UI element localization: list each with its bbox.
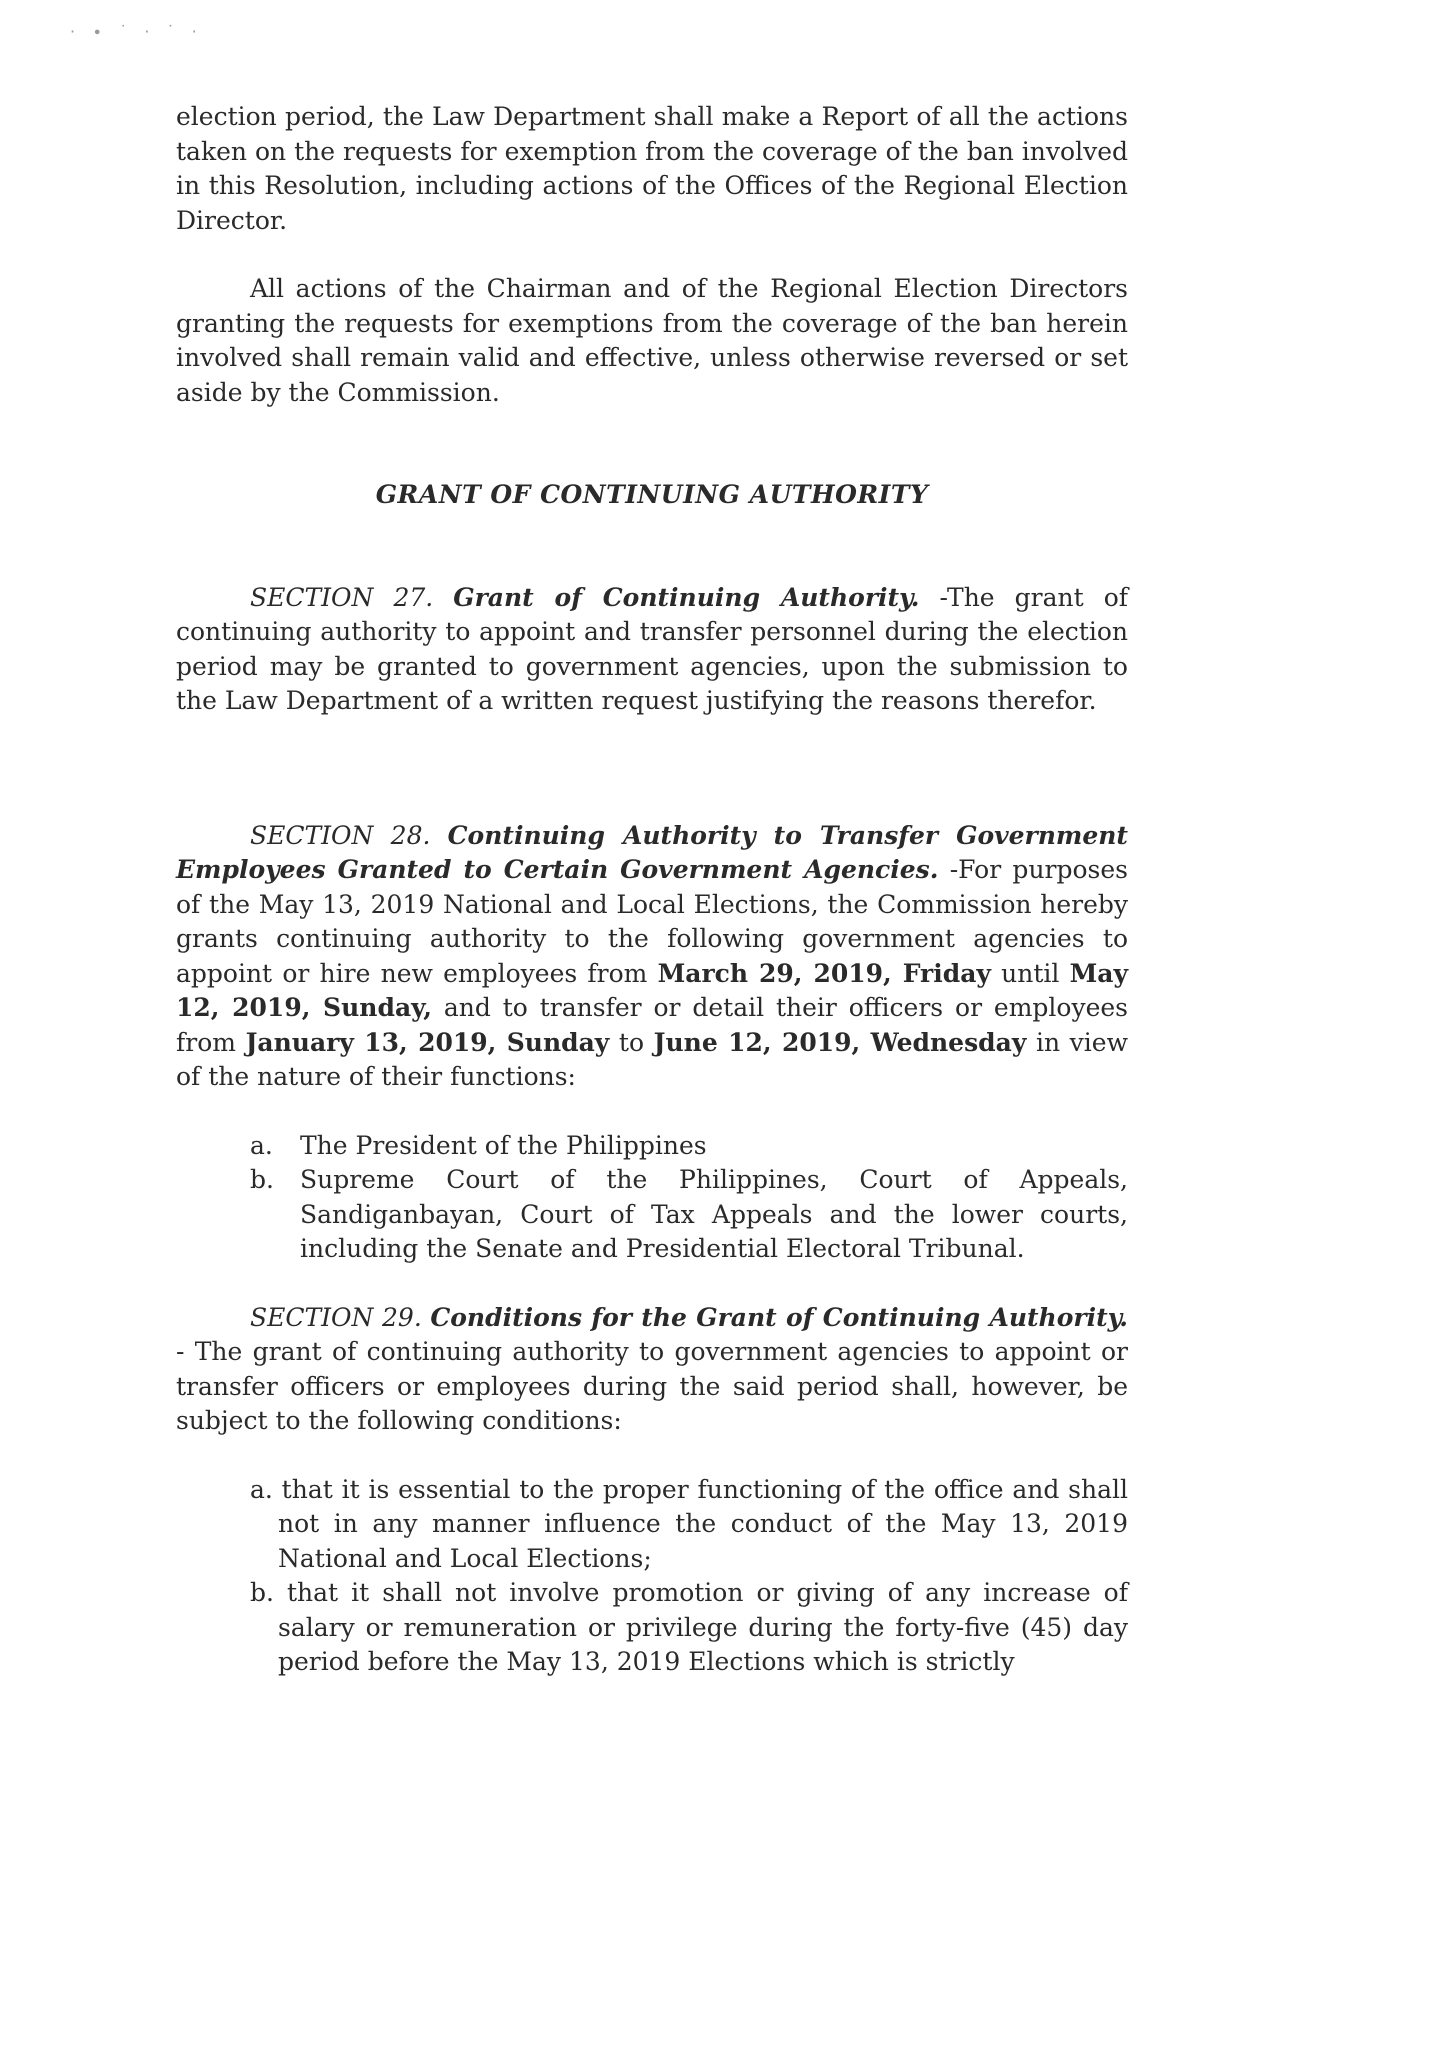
section-28-body-3: and to transfer or detail their officers or employees from [176, 993, 1128, 1057]
section-27 [176, 581, 1128, 719]
list-marker: b. [250, 1165, 274, 1194]
section-27-title: Grant of Continuing Authority. [453, 582, 920, 612]
paragraph-continuation: election period, the Law Department shall make a Report of all the actions taken on the requests for exemption from the coverage of the ban involved in this Resolution, including actions of the Offices of the Regional Election Director. [176, 102, 1128, 235]
section-28 [176, 819, 1128, 1095]
section-29-number: SECTION 29. [250, 1302, 422, 1332]
section-29 [176, 1301, 1128, 1439]
section-28-date-3: January 13, 2019, Sunday [245, 1027, 610, 1057]
section-heading: GRANT OF CONTINUING AUTHORITY [375, 480, 929, 509]
list-item: b. that it shall not involve promotion or giving of any increase of salary or remuneration or privilege during the forty-five (45) day period before the May 13, 2019 Elections which is strictly [250, 1578, 1128, 1676]
section-27-number: SECTION 27. [250, 582, 434, 612]
section-28-body-5: in view of the nature of their functions: [176, 1027, 1128, 1091]
list-item: a. that it is essential to the proper functioning of the office and shall not in any manner influence the conduct of the May 13, 2019 National and Local Elections; [250, 1474, 1128, 1573]
paragraph-actions: All actions of the Chairman and of the Regional Election Directors granting the requests for exemptions from the coverage of the ban herein involved shall remain valid and effective, unless otherwise reversed or set aside by the Commission. [176, 274, 1128, 407]
section-28-title: Continuing Authority to Transfer Government Employees Granted to Certain Government Agencies. [176, 820, 1128, 884]
section-28-body-1: -For purposes of the May 13, 2019 National and Local Elections, the Commission hereby grants continuing authority to the following government agencies to appoint or hire new employees from [176, 855, 1128, 988]
section-27-body: -The grant of continuing authority to appoint and transfer personnel during the election period may be granted to government agencies, upon the submission to the Law Department of a written request justifying the reasons therefor. [176, 582, 1128, 715]
list-item-text: The President of the Philippines [300, 1130, 707, 1160]
section-28-body-2: until [990, 958, 1070, 988]
section-28-list [176, 1129, 1128, 1267]
document-body [176, 100, 1128, 1680]
section-28-date-1: March 29, 2019, Friday [657, 958, 991, 988]
section-28-date-2: May 12, 2019, Sunday, [176, 958, 1128, 1022]
scan-artifact: · ∙ ˙ · ˙ · [70, 22, 203, 41]
section-28-number: SECTION 28. [250, 820, 431, 850]
list-marker: a. [250, 1130, 273, 1160]
list-item [250, 1129, 1128, 1164]
section-29-list [176, 1473, 1128, 1680]
list-item-text: Supreme Court of the Philippines, Court of Appeals, Sandiganbayan, Court of Tax Appeals and the lower courts, including the Senate and Presidential Electoral Tribunal. [300, 1165, 1128, 1263]
section-29-title: Conditions for the Grant of Continuing Authority. [430, 1302, 1128, 1332]
section-28-body-4: to [609, 1027, 654, 1057]
section-28-date-4: June 12, 2019, Wednesday [653, 1027, 1027, 1057]
section-29-body: - The grant of continuing authority to government agencies to appoint or transfer officers or employees during the said period shall, however, be subject to the following conditions: [176, 1337, 1128, 1435]
list-item [250, 1163, 1128, 1267]
